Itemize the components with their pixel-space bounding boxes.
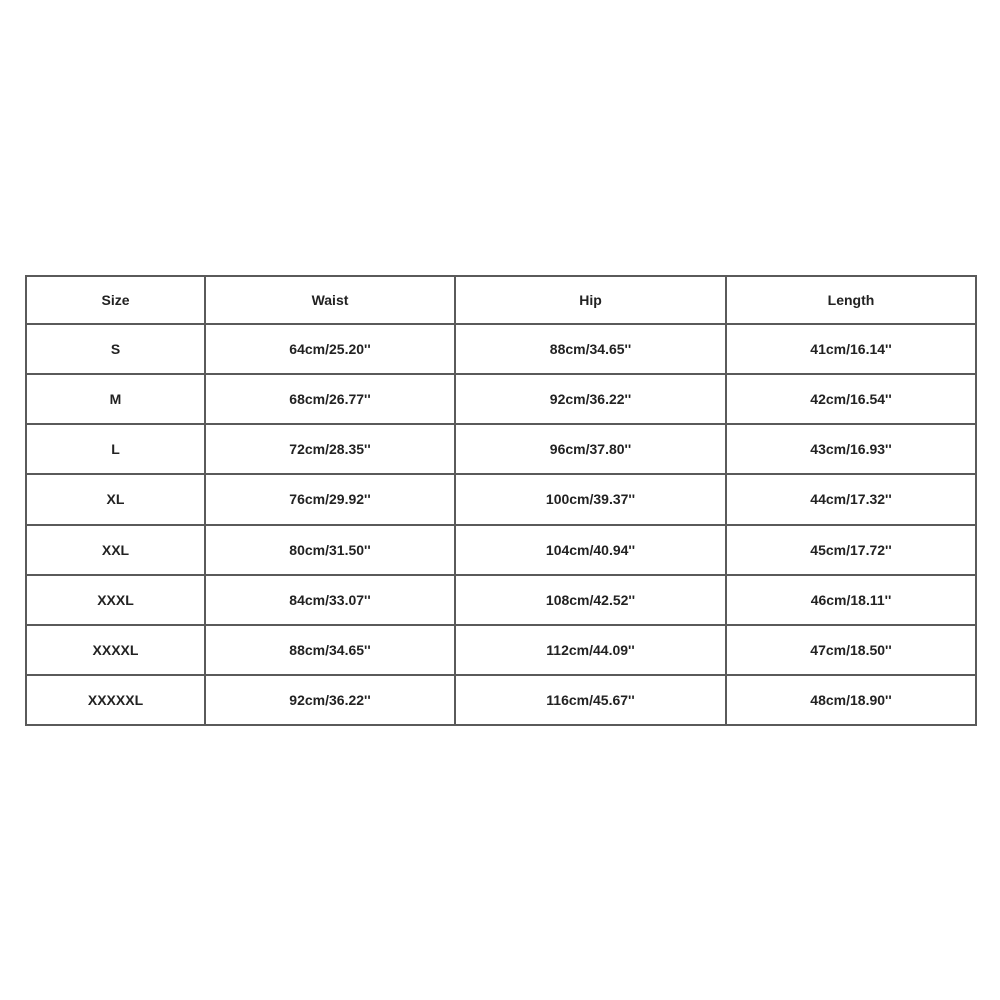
cell-hip: 100cm/39.37'' <box>455 474 726 524</box>
cell-size: S <box>26 324 205 374</box>
cell-waist: 76cm/29.92'' <box>205 474 455 524</box>
table-row <box>26 675 976 725</box>
cell-hip: 88cm/34.65'' <box>455 324 726 374</box>
cell-length: 43cm/16.93'' <box>726 424 976 474</box>
cell-length: 48cm/18.90'' <box>726 675 976 725</box>
cell-waist: 68cm/26.77'' <box>205 374 455 424</box>
cell-hip: 92cm/36.22'' <box>455 374 726 424</box>
cell-size: XXL <box>26 525 205 575</box>
cell-size: XXXL <box>26 575 205 625</box>
table-row <box>26 625 976 675</box>
cell-length: 44cm/17.32'' <box>726 474 976 524</box>
cell-hip: 116cm/45.67'' <box>455 675 726 725</box>
cell-size: XXXXL <box>26 625 205 675</box>
cell-hip: 104cm/40.94'' <box>455 525 726 575</box>
cell-size: L <box>26 424 205 474</box>
cell-waist: 84cm/33.07'' <box>205 575 455 625</box>
table-row <box>26 474 976 524</box>
cell-size: XXXXXL <box>26 675 205 725</box>
column-header-size: Size <box>26 276 205 324</box>
cell-size: XL <box>26 474 205 524</box>
cell-waist: 88cm/34.65'' <box>205 625 455 675</box>
cell-waist: 80cm/31.50'' <box>205 525 455 575</box>
cell-waist: 92cm/36.22'' <box>205 675 455 725</box>
cell-waist: 72cm/28.35'' <box>205 424 455 474</box>
table-row <box>26 424 976 474</box>
cell-length: 46cm/18.11'' <box>726 575 976 625</box>
cell-hip: 112cm/44.09'' <box>455 625 726 675</box>
table-row <box>26 575 976 625</box>
cell-length: 42cm/16.54'' <box>726 374 976 424</box>
column-header-waist: Waist <box>205 276 455 324</box>
column-header-hip: Hip <box>455 276 726 324</box>
column-header-length: Length <box>726 276 976 324</box>
size-chart-table <box>25 275 977 726</box>
header-row <box>26 276 976 324</box>
cell-length: 41cm/16.14'' <box>726 324 976 374</box>
table-row <box>26 525 976 575</box>
cell-hip: 108cm/42.52'' <box>455 575 726 625</box>
table-row <box>26 374 976 424</box>
cell-length: 45cm/17.72'' <box>726 525 976 575</box>
table-row <box>26 324 976 374</box>
cell-waist: 64cm/25.20'' <box>205 324 455 374</box>
cell-size: M <box>26 374 205 424</box>
cell-length: 47cm/18.50'' <box>726 625 976 675</box>
cell-hip: 96cm/37.80'' <box>455 424 726 474</box>
